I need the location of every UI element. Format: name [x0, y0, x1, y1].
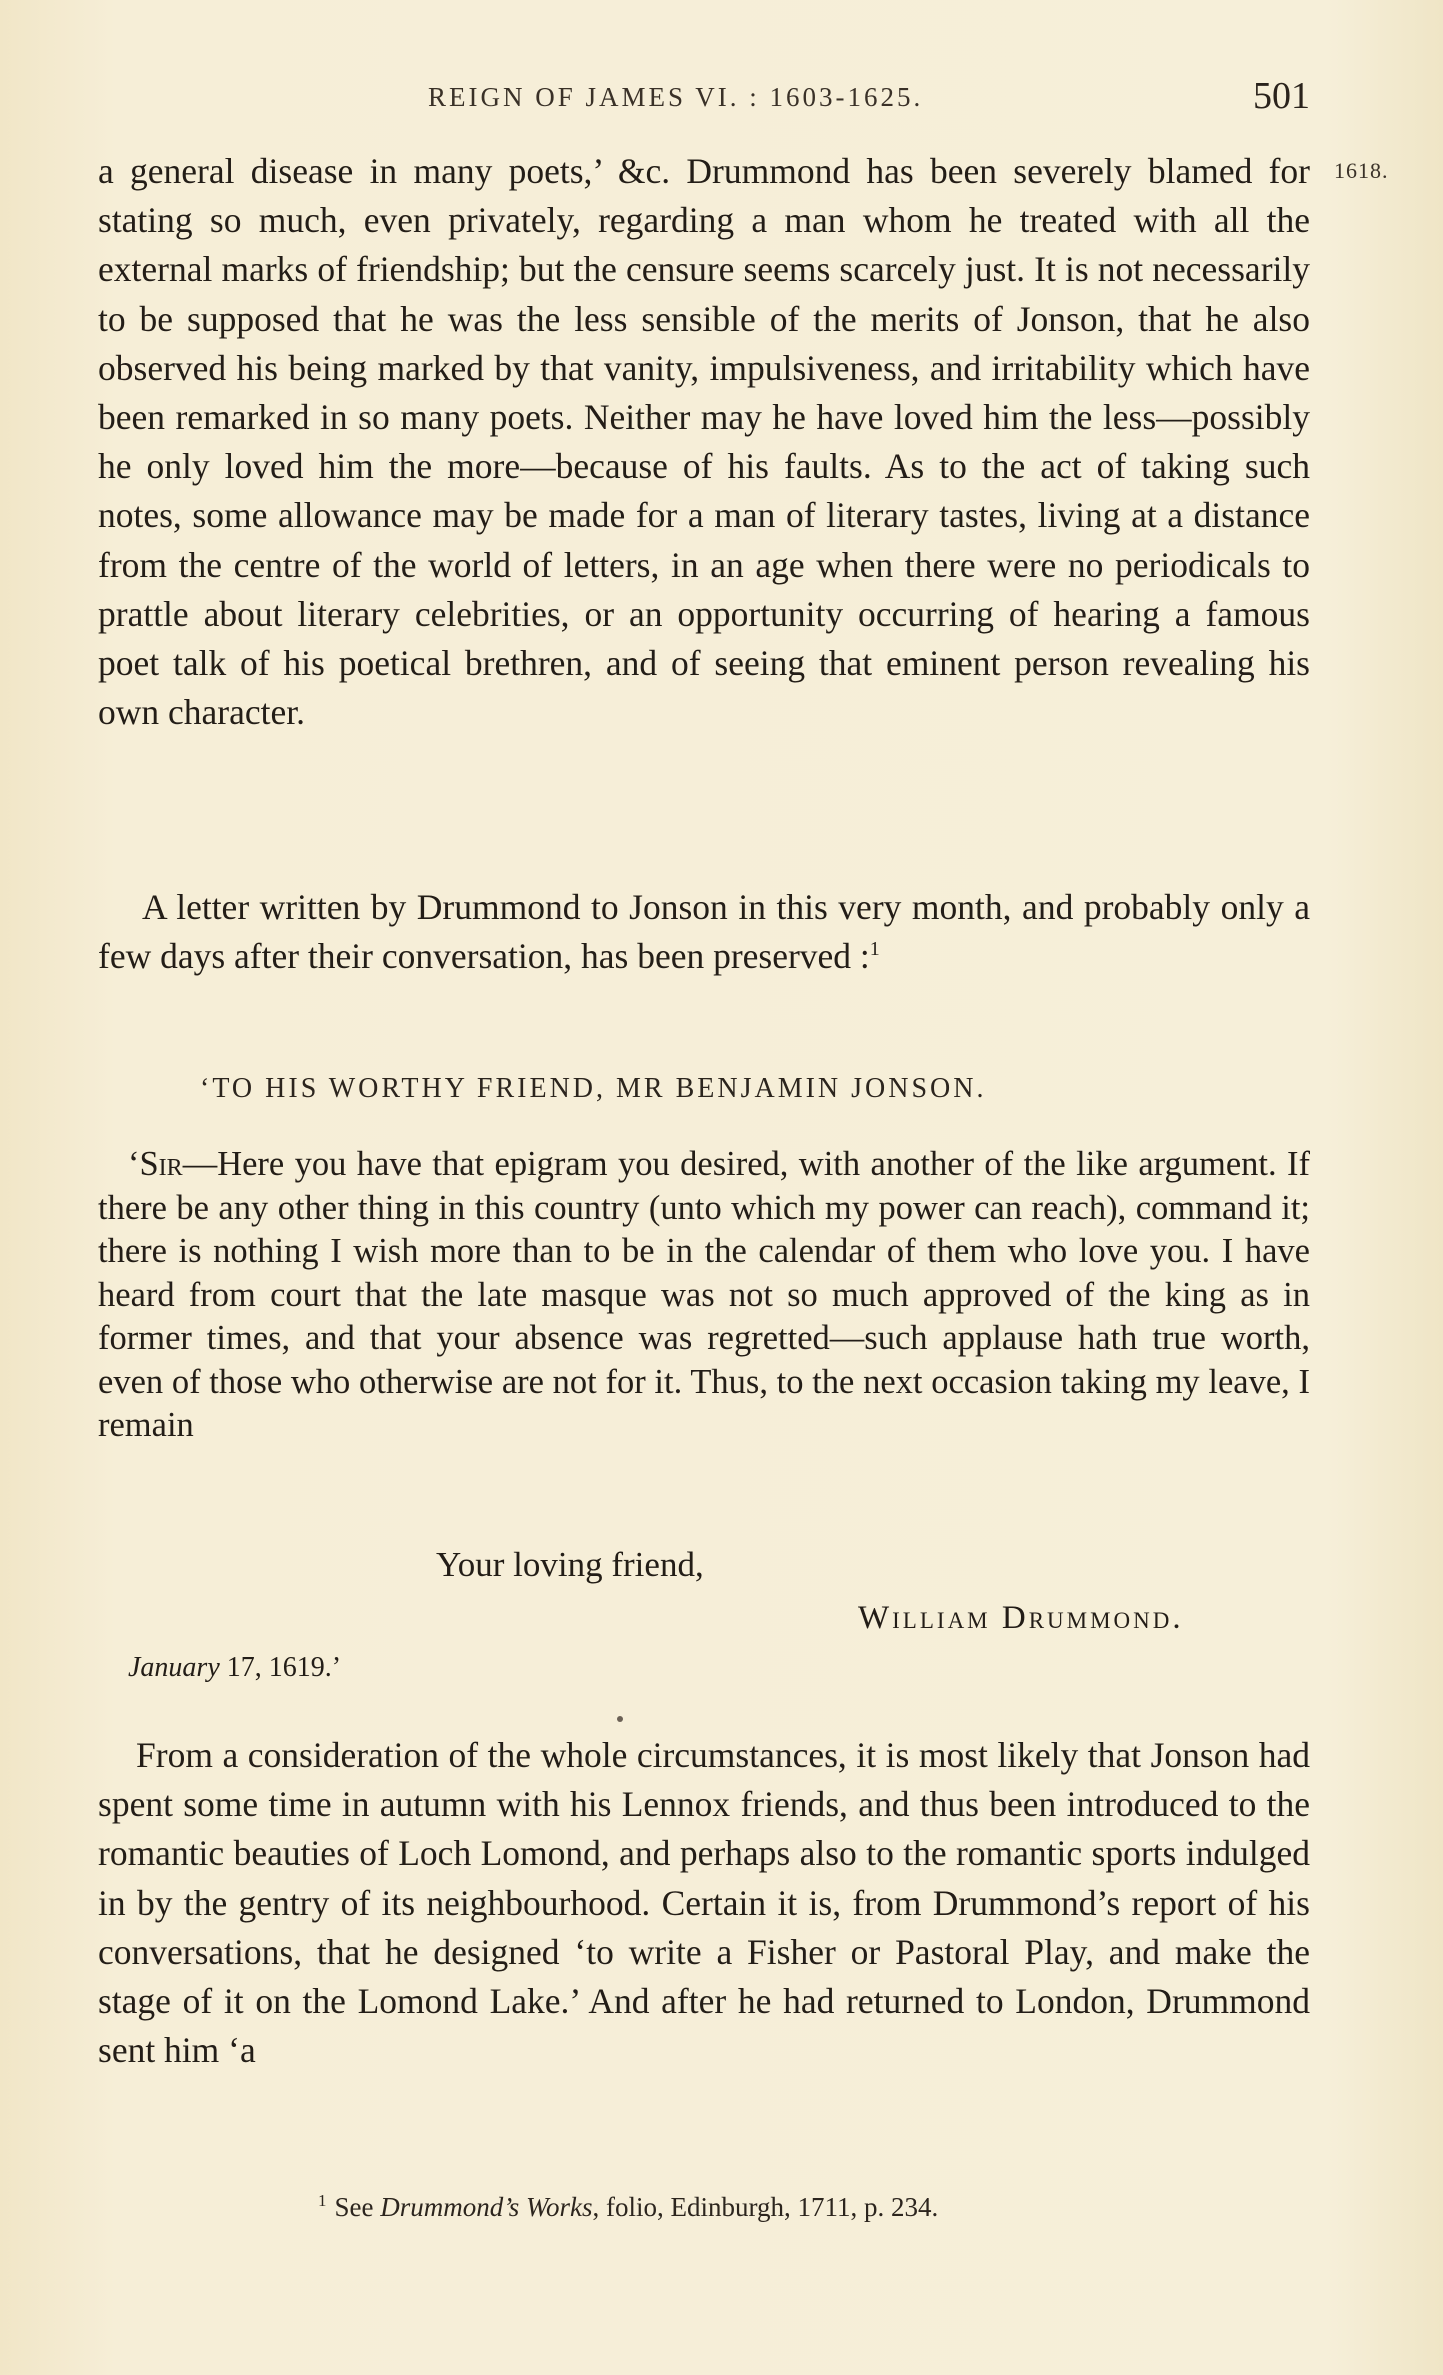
letter-body: [98, 1143, 1310, 1448]
page-number: 501: [1253, 75, 1310, 117]
footnote-prefix: See: [334, 2192, 381, 2222]
letter-heading: ‘TO HIS WORTHY FRIEND, MR BENJAMIN JONSON.: [200, 1073, 987, 1104]
letter-date: [128, 1652, 341, 1684]
paragraph-lomond: From a consideration of the whole circumstances, it is most likely that Jonson had spent some time in autumn with his Lennox friends, and thus been introduced to the romantic beauties of Loch Lomond, and perhaps also to the romantic sports indulged in by the gentry of its neighbourhood. Certain it is, from Drummond’s report of his conversations, that he designed ‘to write a Fisher or Pastoral Play, and make the stage of it on the Lomond Lake.’ And after he had returned to London, Drummond sent him ‘a: [98, 1735, 1310, 2071]
footnote: [318, 2191, 938, 2223]
running-head: REIGN OF JAMES VI. : 1603-1625.: [428, 82, 924, 112]
footnote-mark: 1: [318, 2191, 327, 2210]
section-separator-dot: [617, 1716, 623, 1722]
letter-date-month: January: [128, 1652, 220, 1683]
letter-closing: Your loving friend,: [436, 1545, 704, 1584]
margin-year-note: 1618.: [1334, 158, 1389, 183]
letter-signature: William Drummond.: [858, 1600, 1184, 1636]
letter-body-text: —Here you have that epigram you desired, with another of the like argument. If there be any other thing in this country (unto which my power can reach), command it; there is nothing I wish more than to be in the calendar of them who love you. I have heard from court that the late masque was not so much approved of the king as in former times, and that your absence was regretted—such applause hath true worth, even of those who otherwise are not for it. Thus, to the next occasion taking my leave, I remain: [98, 1145, 1310, 1444]
footnote-title: Drummond’s Works: [380, 2192, 593, 2222]
paragraph-letter-intro-text: A letter written by Drummond to Jonson in this very month, and probably only a few days after their conversation, has been preserved :: [98, 887, 1310, 977]
letter-salutation: ‘Sir: [128, 1145, 183, 1183]
paragraph-commentary: a general disease in many poets,’ &c. Drummond has been severely blamed for stating so much, even privately, regarding a man whom he treated with all the external marks of friendship; but the censure seems scarcely just. It is not necessarily to be supposed that he was the less sensible of the merits of Jonson, that he also observed his being marked by that vanity, impulsiveness, and irritability which have been remarked in so many poets. Neither may he have loved him the less—possibly he only loved him the more—because of his faults. As to the act of taking such notes, some allowance may be made for a man of literary tastes, living at a distance from the centre of the world of letters, in an age when there were no periodicals to prattle about literary celebrities, or an opportunity occurring of hearing a famous poet talk of his poetical brethren, and of seeing that eminent person revealing his own character.: [98, 151, 1310, 733]
paragraph-letter-intro: [98, 883, 1310, 981]
page-header: [98, 75, 1310, 126]
footnote-reference: 1: [869, 938, 880, 961]
footnote-suffix: , folio, Edinburgh, 1711, p. 234.: [592, 2192, 939, 2222]
letter-date-rest: 17, 1619.’: [219, 1652, 342, 1683]
